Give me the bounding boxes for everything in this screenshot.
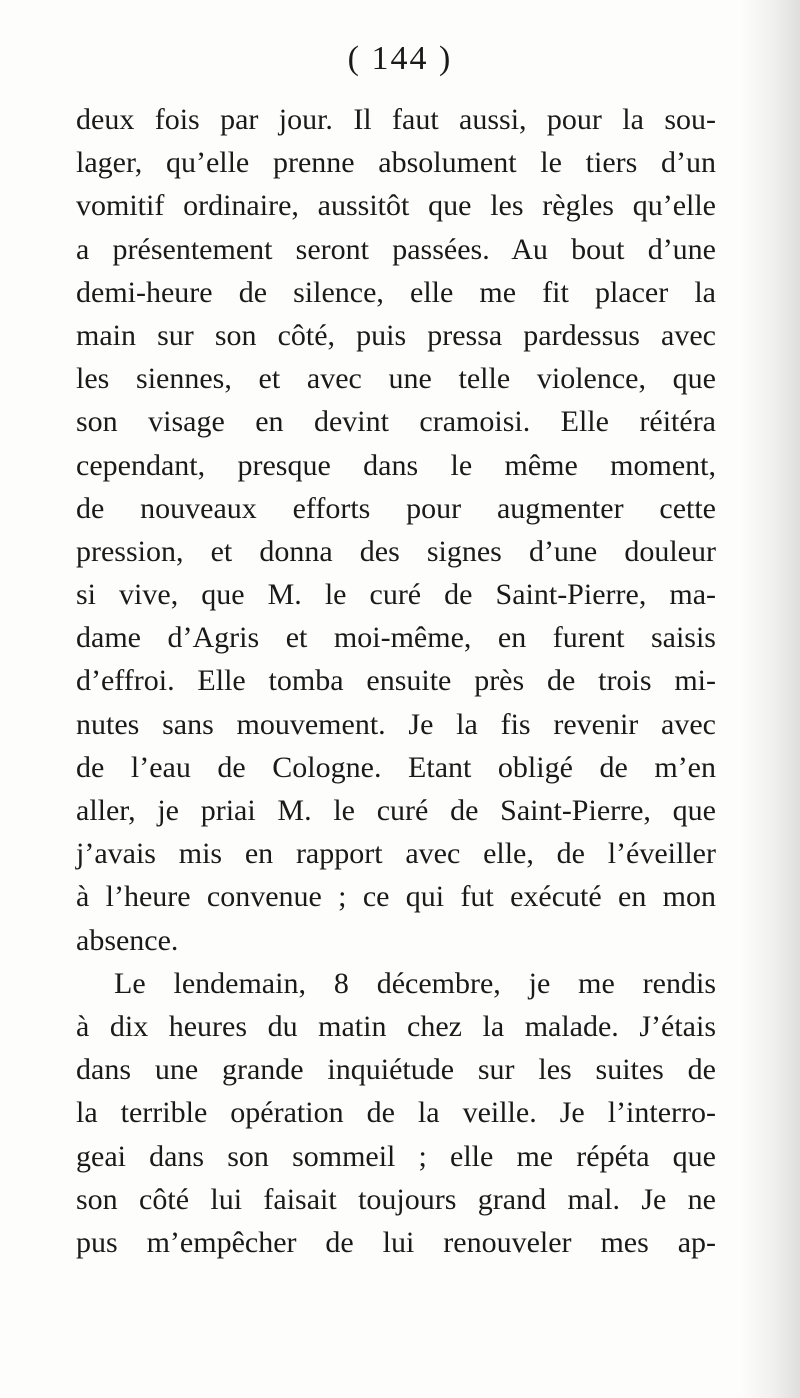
text-line: geai dans son sommeil ; elle me répéta que bbox=[76, 1139, 716, 1173]
page-edge-shadow bbox=[740, 0, 800, 1398]
text-line: son côté lui faisait toujours grand mal. Je ne bbox=[76, 1182, 716, 1216]
text-line: main sur son côté, puis pressa pardessus avec bbox=[76, 318, 716, 352]
text-line: si vive, que M. le curé de Saint-Pierre, ma- bbox=[76, 578, 716, 612]
text-line: pus m’empêcher de lui renouveler mes ap- bbox=[76, 1225, 716, 1259]
text-line: les siennes, et avec une telle violence, que bbox=[76, 362, 716, 396]
paragraph-start-line: Le lendemain, 8 décembre, je me rendis bbox=[114, 966, 716, 1000]
text-line: dans une grande inquiétude sur les suites de bbox=[76, 1053, 716, 1087]
text-line: j’avais mis en rapport avec elle, de l’éveiller bbox=[76, 837, 716, 871]
text-line: lager, qu’elle prenne absolument le tiers d’un bbox=[76, 146, 716, 180]
text-line: demi-heure de silence, elle me fit placer la bbox=[76, 275, 716, 309]
text-line: à dix heures du matin chez la malade. J’étais bbox=[76, 1009, 716, 1043]
text-line: nutes sans mouvement. Je la fis revenir avec bbox=[76, 707, 716, 741]
text-line: aller, je priai M. le curé de Saint-Pierre, que bbox=[76, 794, 716, 827]
text-line: cependant, presque dans le même moment, bbox=[76, 448, 716, 482]
body-text bbox=[76, 98, 716, 1264]
text-line: de l’eau de Cologne. Etant obligé de m’en bbox=[76, 750, 716, 784]
text-line: deux fois par jour. Il faut aussi, pour la sou- bbox=[76, 103, 716, 136]
text-line: vomitif ordinaire, aussitôt que les règles qu’elle bbox=[76, 189, 716, 223]
text-line: dame d’Agris et moi-même, en furent saisis bbox=[76, 621, 716, 655]
text-line: d’effroi. Elle tomba ensuite près de trois mi- bbox=[76, 664, 716, 698]
page-number: ( 144 ) bbox=[347, 40, 453, 77]
text-line: absence. bbox=[76, 923, 179, 957]
text-line: la terrible opération de la veille. Je l’interro- bbox=[76, 1096, 716, 1130]
text-line: son visage en devint cramoisi. Elle réitéra bbox=[76, 405, 716, 439]
text-line: pression, et donna des signes d’une douleur bbox=[76, 534, 716, 568]
text-line: a présentement seront passées. Au bout d’une bbox=[76, 232, 716, 266]
text-line: à l’heure convenue ; ce qui fut exécuté en mon bbox=[76, 880, 716, 914]
text-line: de nouveaux efforts pour augmenter cette bbox=[76, 491, 716, 525]
